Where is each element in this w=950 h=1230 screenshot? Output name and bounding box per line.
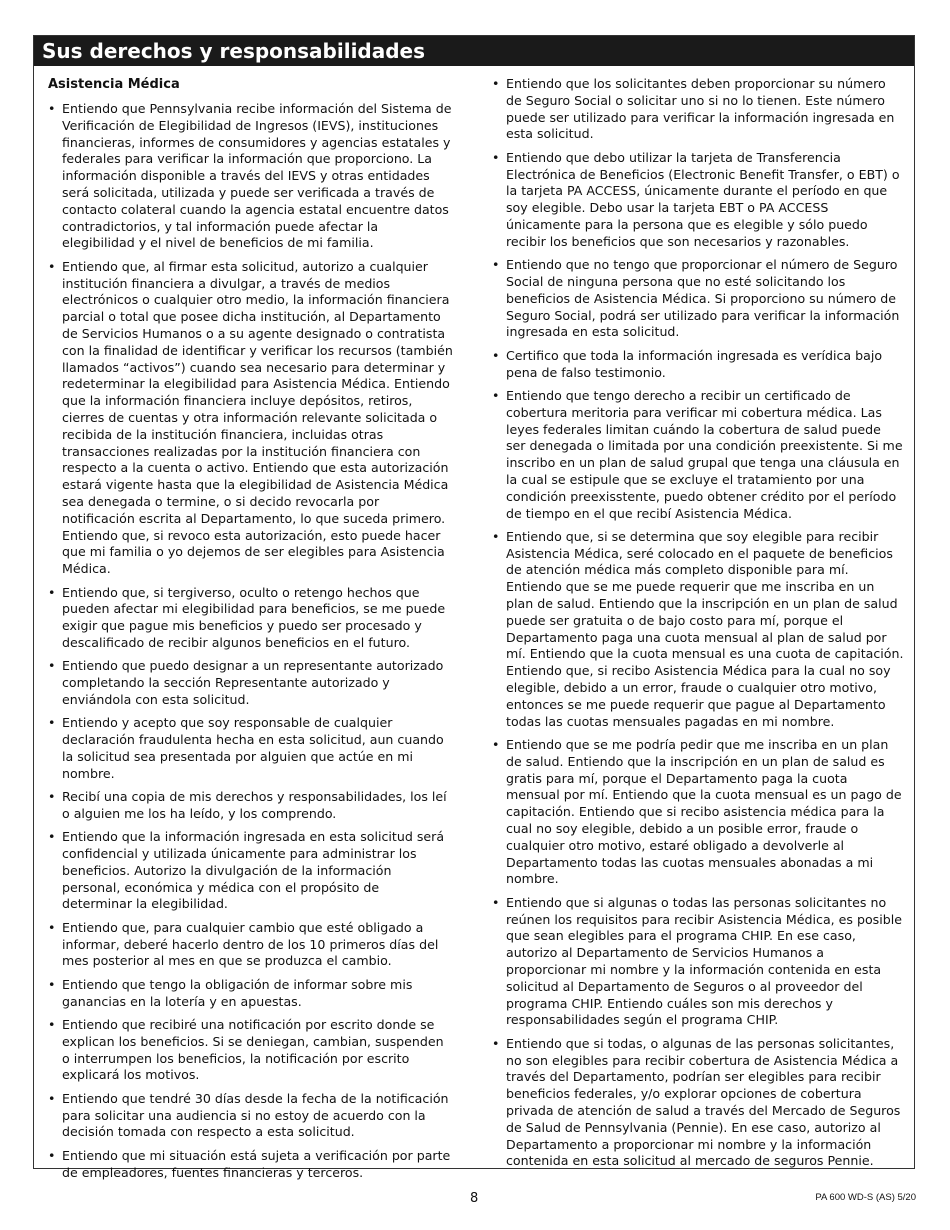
- list-item: • Entiendo que, para cualquier cambio que esté obligado a informar, deberé hacerlo dentro de los 10 primeros días del mes posterior al mes en que se produzca el cambio.: [48, 920, 453, 970]
- page-title: Sus derechos y responsabilidades: [34, 36, 914, 66]
- list-item: • Entiendo que si todas, o algunas de las personas solicitantes, no son elegibles para recibir cobertura de Asistencia Médica a través del Departamento, podrían ser elegibles para recibir beneficios federales, y/o explorar opciones de cobertura privada de atención de salud a través del Mercado de Seguros de Salud de Pennsylvania (Pennie). En ese caso, autorizo al Departamento a proporcionar mi nombre y la información contenida en esta solicitud al mercado de seguros Pennie.: [492, 1036, 904, 1170]
- list-item: • Entiendo que tendré 30 días desde la fecha de la notificación para solicitar una audiencia si no estoy de acuerdo con la decisión tomada con respecto a esta solicitud.: [48, 1091, 453, 1141]
- right-list: [492, 76, 904, 1170]
- document-frame: [33, 35, 915, 1180]
- list-item: • Entiendo que tengo la obligación de informar sobre mis ganancias en la lotería y en apuestas.: [48, 977, 453, 1011]
- section-heading: Asistencia Médica: [48, 77, 180, 92]
- list-item: • Entiendo que los solicitantes deben proporcionar su número de Seguro Social o solicitar uno si no lo tienen. Este número puede ser utilizado para verificar la información ingresada en esta solicitud.: [492, 76, 904, 143]
- form-code: PA 600 WD-S (AS) 5/20: [815, 1192, 916, 1203]
- right-column: [492, 76, 904, 1177]
- list-item: • Entiendo que, al firmar esta solicitud, autorizo a cualquier institución financiera a divulgar, a través de medios electrónicos o cualquier otro medio, la información financiera parcial o total que posee dicha institución, al Departamento de Servicios Humanos o a su agente designado o contratista con la finalidad de identificar y verificar los recursos (también llamados “activos”) cuando sea necesario para determinar y redeterminar la elegibilidad para Asistencia Médica. Entiendo que la información financiera incluye depósitos, retiros, cierres de cuentas y otra información relevante solicitada o recibida de la institución financiera, incluidas otras transacciones realizadas por la institución financiera con respecto a la cuenta o activo. Entiendo que esta autorización estará vigente hasta que la elegibilidad de Asistencia Médica sea denegada o termine, o si decido revocarla por notificación escrita al Departamento, lo que suceda primero. Entiendo que, si revoco esta autorización, esto puede hacer que mi familia o yo dejemos de ser elegibles para Asistencia Médica.: [48, 259, 453, 578]
- left-column: [48, 76, 453, 1188]
- list-item: • Entiendo que, si se determina que soy elegible para recibir Asistencia Médica, seré colocado en el paquete de beneficios de atención médica más completo disponible para mí. Entiendo que se me puede requerir que me inscriba en un plan de salud. Entiendo que la inscripción en un plan de salud puede ser gratuita o de bajo costo para mí, porque el Departamento paga una cuota mensual al plan de salud por mí. Entiendo que la cuota mensual es una cuota de capitación. Entiendo que, si recibo Asistencia Médica para la cual no soy elegible, debido a un error, fraude o cualquier otro motivo, entonces se me puede requerir que pague al Departamento todas las cuotas mensuales pagadas en mi nombre.: [492, 529, 904, 731]
- list-item: • Entiendo que puedo designar a un representante autorizado completando la sección Representante autorizado y enviándola con esta solicitud.: [48, 658, 453, 708]
- list-item: • Entiendo que si algunas o todas las personas solicitantes no reúnen los requisitos para recibir Asistencia Médica, es posible que sean elegibles para el programa CHIP. En ese caso, autorizo al Departamento de Servicios Humanos a proporcionar mi nombre y la información contenida en esta solicitud al Departamento de Seguros o al proveedor del programa CHIP. Entiendo cuáles son mis derechos y responsabilidades según el programa CHIP.: [492, 895, 904, 1029]
- page-number: 8: [470, 1191, 479, 1206]
- list-item: • Entiendo que recibiré una notificación por escrito donde se explican los beneficios. Si se deniegan, cambian, suspenden o interrumpen los beneficios, la notificación por escrito explicará los motivos.: [48, 1017, 453, 1084]
- list-item: • Entiendo que tengo derecho a recibir un certificado de cobertura meritoria para verificar mi cobertura médica. Las leyes federales limitan cuándo la cobertura de salud puede ser denegada o limitada por una condición preexistente. Si me inscribo en un plan de salud grupal que tenga una cláusula en la cual se estipule que se excluye el tratamiento por una condición preexisstente, puedo obtener crédito por el período de tiempo en el que recibí Asistencia Médica.: [492, 388, 904, 522]
- list-item: • Entiendo que la información ingresada en esta solicitud será confidencial y utilizada únicamente para administrar los beneficios. Autorizo la divulgación de la información personal, económica y médica con el propósito de determinar la elegibilidad.: [48, 829, 453, 913]
- list-item: • Entiendo que se me podría pedir que me inscriba en un plan de salud. Entiendo que la inscripción en un plan de salud es gratis para mí, porque el Departamento paga la cuota mensual por mí. Entiendo que la cuota mensual es un pago de capitación. Entiendo que si recibo asistencia médica para la cual no soy elegible, debido a un posible error, fraude o cualquier otro motivo, estaré obligado a devolverle al Departamento todas las cuotas mensuales abonadas a mi nombre.: [492, 737, 904, 888]
- left-list: [48, 101, 453, 1181]
- list-item: • Recibí una copia de mis derechos y responsabilidades, los leí o alguien me los ha leído, y los comprendo.: [48, 789, 453, 823]
- list-item: • Entiendo que debo utilizar la tarjeta de Transferencia Electrónica de Beneficios (Electronic Benefit Transfer, o EBT) o la tarjeta PA ACCESS, únicamente durante el período en que soy elegible. Debo usar la tarjeta EBT o PA ACCESS únicamente para la persona que es elegible y sólo puedo recibir los beneficios que son necesarios y razonables.: [492, 150, 904, 251]
- list-item: • Entiendo que mi situación está sujeta a verificación por parte de empleadores, fuentes financieras y terceros.: [48, 1148, 453, 1182]
- list-item: • Entiendo y acepto que soy responsable de cualquier declaración fraudulenta hecha en esta solicitud, aun cuando la solicitud sea presentada por alguien que actúe en mi nombre.: [48, 715, 453, 782]
- list-item: • Certifico que toda la información ingresada es verídica bajo pena de falso testimonio.: [492, 348, 904, 382]
- list-item: • Entiendo que no tengo que proporcionar el número de Seguro Social de ninguna persona que no esté solicitando los beneficios de Asistencia Médica. Si proporciono su número de Seguro Social, podrá ser utilizado para verificar la información ingresada en esta solicitud.: [492, 257, 904, 341]
- list-item: • Entiendo que Pennsylvania recibe información del Sistema de Verificación de Elegibilidad de Ingresos (IEVS), instituciones financieras, informes de consumidores y agencias estatales y federales para verificar la información que proporciono. La información disponible a través del IEVS y otras entidades será solicitada, utilizada y puede ser verificada a través de contacto colateral cuando la agencia estatal encuentre datos contradictorios, y tal información puede afectar la elegibilidad y el nivel de beneficios de mi familia.: [48, 101, 453, 252]
- list-item: • Entiendo que, si tergiverso, oculto o retengo hechos que pueden afectar mi elegibilidad para beneficios, se me puede exigir que pague mis beneficios y puedo ser procesado y descalificado de recibir algunos beneficios en el futuro.: [48, 585, 453, 652]
